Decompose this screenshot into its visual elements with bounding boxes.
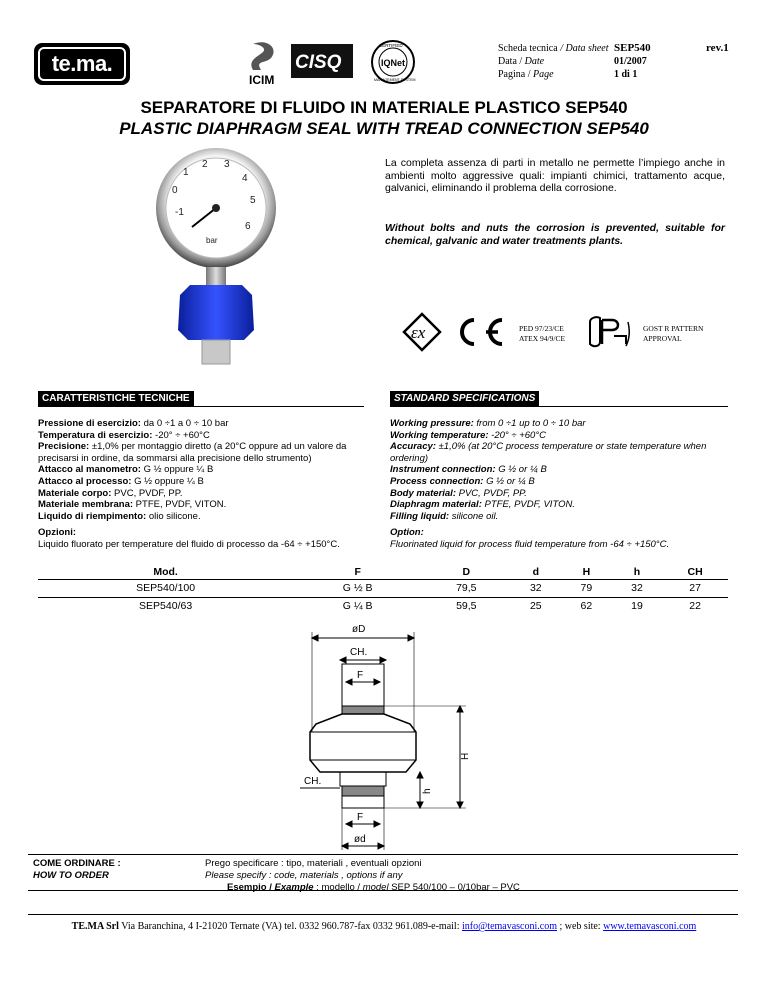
spec-row: Materiale corpo: PVC, PVDF, PP.: [38, 487, 183, 499]
label-D: øD: [352, 624, 366, 635]
gost-label-1: GOST R PATTERN: [643, 324, 704, 333]
svg-text:εx: εx: [411, 323, 426, 342]
spec-row: Temperatura di esercizio: -20° ÷ +60°C: [38, 429, 210, 441]
tema-logo-text: te.ma.: [38, 47, 126, 81]
website-link[interactable]: www.temavasconi.com: [603, 921, 697, 932]
order-label-it: COME ORDINARE :: [33, 858, 121, 869]
specs-en-heading: STANDARD SPECIFICATIONS: [390, 391, 539, 407]
iqnet-logo: [372, 41, 415, 83]
spec-row: Pressione di esercizio: da 0 ÷1 a 0 ÷ 10 bar: [38, 418, 229, 429]
top-thread: [342, 706, 384, 714]
label-CH-top: CH.: [350, 647, 368, 658]
seal-body-outline: [310, 714, 416, 772]
footer-company: TE.MA Srl: [71, 921, 119, 932]
ce-mark-icon: [462, 320, 502, 344]
certification-logos: [245, 38, 443, 86]
cisq-label: CISQ: [295, 52, 342, 73]
order-labels: [33, 858, 121, 882]
iqnet-label: IQNet: [381, 58, 406, 68]
col-header: Mod.: [38, 566, 293, 579]
certified-label: CERTIFIED: [379, 43, 403, 48]
gauge-tick-label: -1: [175, 207, 184, 218]
spec-row: Liquido di riempimento: olio silicone.: [38, 510, 201, 522]
spec-row: Diaphragm material: PTFE, PVDF, VITON.: [390, 499, 575, 511]
order-instructions: [205, 858, 520, 894]
tema-logo: [34, 43, 130, 85]
footer-sep: ; web site:: [556, 921, 604, 932]
product-photo: [150, 145, 300, 370]
cisq-logo: [291, 44, 353, 78]
email-link[interactable]: info@temavasconi.com: [461, 921, 557, 932]
table-cell: 19: [631, 600, 643, 613]
order-label-en: HOW TO ORDER: [33, 870, 109, 881]
table-cell: 25: [529, 600, 542, 613]
gost-pattern-icon: [586, 314, 632, 350]
col-header: CH: [662, 566, 728, 579]
meta-date-it: Data /: [498, 56, 523, 67]
process-connection: [202, 340, 230, 364]
atex-label: ATEX 94/9/CE: [519, 333, 566, 343]
table-cell: 27: [662, 579, 728, 597]
table-row: [38, 579, 728, 597]
spec-row: Instrument connection: G ½ or ¼ B: [390, 464, 547, 476]
gauge-tick-label: 0: [172, 185, 178, 196]
order-line-it: Prego specificare : tipo, materiali , eventuali opzioni: [205, 858, 422, 869]
table-cell: G ¼ B: [342, 600, 373, 613]
label-CH-bottom: CH.: [304, 776, 322, 787]
table-cell: 79,5: [422, 579, 510, 597]
doc-date: 01/2007: [614, 56, 647, 67]
col-header: F: [293, 566, 422, 579]
table-cell: G ½ B: [293, 579, 422, 597]
meta-date-en: Date: [524, 56, 545, 67]
page-title: SEPARATORE DI FLUIDO IN MATERIALE PLASTICO SEP540: [140, 98, 628, 117]
specs-it-rule: [38, 406, 364, 407]
options-en: [390, 527, 728, 550]
spec-row: Attacco al processo: G ½ oppure ¼ B: [38, 475, 204, 487]
spec-row: Attacco al manometro: G ½ oppure ¼ B: [38, 464, 214, 476]
gauge-tick-label: 4: [242, 173, 248, 184]
order-line-en: Please specify : code, materials , options if any: [205, 870, 403, 881]
gauge-tick-label: 1: [183, 167, 189, 178]
table-cell: 32: [612, 579, 663, 597]
icim-logo: [249, 42, 274, 86]
table-cell: 79: [561, 579, 612, 597]
spec-row: Working temperature: -20° ÷ +60°C: [390, 429, 546, 441]
table-cell: 22: [689, 600, 701, 613]
spec-row: Accuracy: ±1,0% (at 20°C process temperature or state temperature when ordering): [390, 441, 707, 464]
specs-it-heading: CARATTERISTICHE TECNICHE: [38, 391, 194, 407]
footer-rule: [28, 914, 738, 915]
gauge-socket: [206, 267, 226, 285]
header-values: [614, 42, 651, 81]
bottom-hex: [340, 772, 386, 786]
label-h: h: [422, 788, 433, 794]
options-en-text: Fluorinated liquid for process fluid temperature from -64 ÷ +150°C.: [390, 538, 670, 550]
table-cell: 59,5: [456, 600, 477, 613]
page-subtitle: PLASTIC DIAPHRAGM SEAL WITH TREAD CONNECTION SEP540: [119, 119, 649, 138]
specs-en-rule: [390, 406, 728, 407]
gauge-tick-label: 3: [224, 159, 230, 170]
spec-row: Body material: PVC, PVDF, PP.: [390, 487, 527, 499]
order-example: Esempio / Example : modello / model SEP 540/100 – 0/10bar – PVC: [227, 882, 520, 893]
col-header: h: [612, 566, 663, 579]
bottom-thread: [342, 786, 384, 796]
label-d: ød: [354, 834, 366, 845]
meta-datasheet-en: / Data sheet: [560, 43, 609, 54]
spec-row: Materiale membrana: PTFE, PVDF, VITON.: [38, 499, 227, 511]
icim-label: ICIM: [249, 73, 275, 86]
footer: [0, 921, 768, 932]
gauge-hub: [212, 204, 220, 212]
spec-row: Working pressure: from 0 ÷1 up to 0 ÷ 10 bar: [390, 418, 586, 429]
doc-revision: rev.1: [706, 42, 729, 54]
meta-datasheet-it: Scheda tecnica: [498, 43, 558, 54]
intro-it: La completa assenza di parti in metallo ne permette l’impiego anche in ambienti molto aggressive quali: impianti chimici, trattamento acque, galvanici, eliminando il problema della corrosione.: [385, 157, 725, 194]
label-H: H: [460, 752, 471, 760]
meta-page-en: Page: [533, 69, 554, 80]
options-it-text: Liquido fluorato per temperature del fluido di processo da -64 ÷ +150°C.: [38, 538, 340, 550]
label-F-top: F: [357, 670, 364, 681]
options-it: [38, 527, 388, 550]
atex-ex-icon: [404, 314, 440, 350]
intro-en: Without bolts and nuts the corrosion is prevented, suitable for chemical, galvanic and water treatments plants.: [385, 222, 725, 247]
doc-page: 1 di 1: [614, 69, 638, 80]
specs-it-list: [38, 418, 378, 522]
gauge-tick-label: 2: [202, 159, 208, 170]
spec-row: Precisione: ±1,0% per montaggio diretto (a 20°C oppure ad un valore da precisarsi in ordine, da sommarsi alla precisione dello strumento): [38, 441, 347, 464]
gauge-tick-label: 6: [245, 221, 251, 232]
label-F-bottom: F: [357, 812, 364, 823]
doc-code: SEP540: [614, 42, 651, 54]
ped-atex-text: [519, 324, 565, 343]
col-header: D: [422, 566, 510, 579]
gost-label-2: APPROVAL: [643, 333, 682, 343]
table-cell: SEP540/100: [38, 579, 293, 597]
gauge-unit: bar: [206, 236, 218, 245]
gost-text: [643, 324, 703, 343]
spec-row: Filling liquid: silicone oil.: [390, 510, 499, 522]
gauge-tick-label: 5: [250, 195, 256, 206]
options-it-label: Opzioni:: [38, 527, 76, 538]
table-cell: SEP540/63: [139, 600, 193, 613]
meta-page-it: Pagina /: [498, 69, 531, 80]
header-meta: [498, 42, 609, 81]
table-cell: 62: [580, 600, 593, 613]
technical-drawing: [290, 620, 480, 852]
table-row: [38, 597, 728, 615]
table-header-row: [38, 566, 728, 579]
specs-en-list: [390, 418, 728, 522]
seal-body: [178, 285, 254, 340]
dimensions-table: [38, 566, 728, 615]
table-cell: 32: [511, 579, 562, 597]
ped-label: PED 97/23/CE: [519, 324, 564, 333]
management-system-label: MANAGEMENT SYSTEM: [374, 78, 416, 82]
atex-ce-marks: [402, 312, 510, 352]
col-header: H: [561, 566, 612, 579]
footer-address: Via Baranchina, 4 I-21020 Ternate (VA) tel. 0332 960.787-fax 0332 961.089-e-mail:: [118, 921, 462, 932]
spec-row: Process connection: G ½ or ¼ B: [390, 475, 535, 487]
options-en-label: Option:: [390, 527, 424, 538]
col-header: d: [511, 566, 562, 579]
